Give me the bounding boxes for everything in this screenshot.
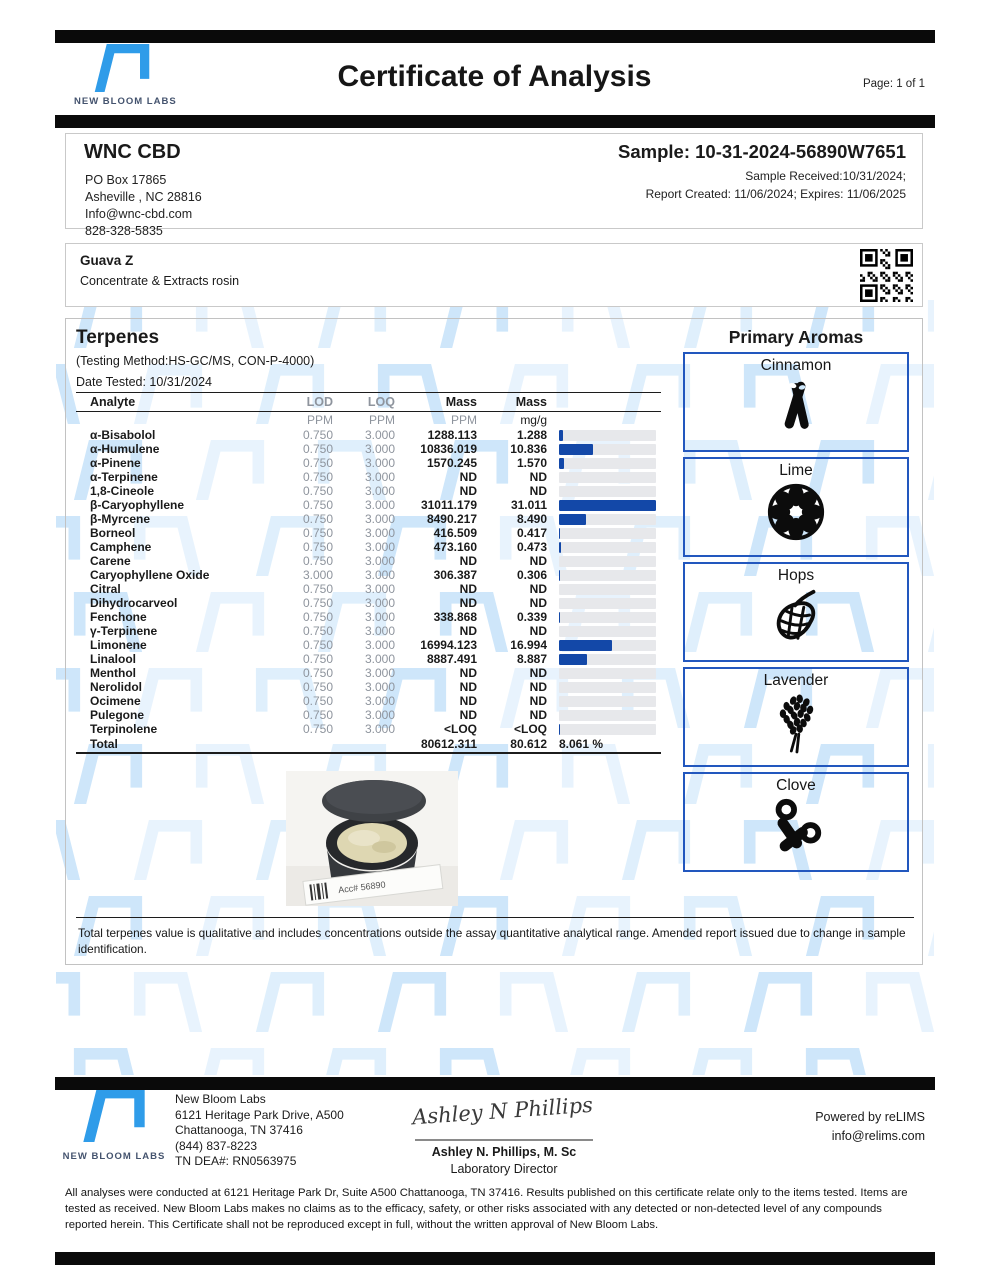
watermark-logo-tile [364, 972, 460, 1032]
divider-bar-bottom [55, 1252, 935, 1265]
total-mass-ppm: 80612.311 [420, 737, 477, 751]
analyte-name: Ocimene [90, 694, 141, 708]
terpene-bar-fill [559, 458, 564, 469]
mass-mgg-value: ND [529, 694, 547, 708]
lod-value: 0.750 [302, 722, 333, 736]
watermark-logo-tile [242, 972, 338, 1032]
terpene-bar-track [559, 668, 656, 679]
col-lod: LOD [306, 395, 333, 409]
table-row [76, 610, 661, 624]
terpene-bar-track [559, 472, 656, 483]
analyte-name: γ-Terpinene [90, 624, 158, 638]
mass-mgg-value: 10.836 [510, 442, 547, 456]
mass-mgg-value: ND [529, 470, 547, 484]
terpene-bar-fill [559, 724, 560, 735]
terpene-bar-track [559, 696, 656, 707]
table-row [76, 526, 661, 540]
loq-value: 3.000 [364, 596, 395, 610]
watermark-logo-tile [670, 1048, 766, 1075]
terpene-bar-track [559, 682, 656, 693]
hops-icon [765, 586, 827, 648]
terpene-bar-track [559, 710, 656, 721]
lod-value: 0.750 [302, 484, 333, 498]
text-line: Info@wnc-cbd.com [85, 207, 193, 221]
lod-value: 0.750 [302, 624, 333, 638]
terpene-bar-track [559, 654, 656, 665]
mass-mgg-value: <LOQ [513, 722, 547, 736]
mass-ppm-value: ND [459, 554, 477, 568]
mass-ppm-value: ND [459, 708, 477, 722]
loq-value: 3.000 [364, 498, 395, 512]
mass-mgg-value: 1.288 [516, 428, 547, 442]
lod-value: 0.750 [302, 666, 333, 680]
product-box [65, 243, 923, 307]
terpene-bar-fill [559, 444, 593, 455]
mass-ppm-value: <LOQ [443, 722, 477, 736]
mass-mgg-value: 0.417 [516, 526, 547, 540]
loq-value: 3.000 [364, 526, 395, 540]
terpene-bar-fill [559, 570, 560, 581]
terpene-bar-track [559, 444, 656, 455]
aroma-box-lavender [683, 667, 909, 767]
mass-mgg-value: 31.011 [510, 498, 547, 512]
table-row [76, 442, 661, 456]
mass-ppm-value: ND [459, 596, 477, 610]
lime-icon [765, 481, 827, 543]
footer-brand-wordmark: NEW BLOOM LABS [62, 1151, 166, 1162]
mass-mgg-value: ND [529, 680, 547, 694]
mass-ppm-value: 16994.123 [420, 638, 477, 652]
qr-code [860, 249, 913, 302]
table-row [76, 498, 661, 512]
loq-value: 3.000 [364, 638, 395, 652]
analyte-name: β-Myrcene [90, 512, 151, 526]
total-percent: 8.061 % [559, 737, 604, 751]
loq-value: 3.000 [364, 624, 395, 638]
terpene-bar-fill [559, 514, 586, 525]
table-row [76, 470, 661, 484]
sample-id: Sample: 10-31-2024-56890W7651 [618, 141, 906, 162]
lod-value: 0.750 [302, 554, 333, 568]
table-row [76, 540, 661, 554]
mass-ppm-value: 31011.179 [420, 498, 477, 512]
table-row [76, 568, 661, 582]
terpene-bar-fill [559, 654, 587, 665]
table-row [76, 666, 661, 680]
primary-aromas-list [683, 352, 909, 877]
signatory-title: Laboratory Director [450, 1162, 558, 1176]
new-bloom-labs-logo-icon [78, 1088, 150, 1142]
analyte-name: α-Terpinene [90, 470, 158, 484]
analyte-name: Caryophyllene Oxide [90, 568, 210, 582]
page-number: Page: 1 of 1 [862, 78, 925, 90]
watermark-logo-tile [792, 1048, 888, 1075]
product-photo [286, 771, 458, 906]
client-sample-box [65, 133, 923, 238]
table-row [76, 652, 661, 666]
analyte-name: Pulegone [90, 708, 145, 722]
terpene-bar-track [559, 514, 656, 525]
mass-ppm-value: 306.387 [433, 568, 477, 582]
terpene-bar-track [559, 528, 656, 539]
watermark-logo-tile [486, 972, 582, 1032]
table-row [76, 582, 661, 596]
mass-ppm-value: 338.868 [433, 610, 477, 624]
col-mass-mgg: Mass [515, 395, 547, 409]
lod-value: 0.750 [302, 428, 333, 442]
analyte-name: α-Humulene [90, 442, 160, 456]
text-line: Chattanooga, TN 37416 [175, 1123, 303, 1137]
terpene-bar-track [559, 486, 656, 497]
watermark-logo-tile [304, 1048, 400, 1075]
text-line: 6121 Heritage Park Drive, A500 [175, 1107, 344, 1122]
terpene-bar-fill [559, 500, 656, 511]
terpene-bar-fill [559, 640, 612, 651]
mass-ppm-value: 1570.245 [426, 456, 477, 470]
table-row [76, 624, 661, 638]
terpene-bar-fill [559, 430, 563, 441]
divider-bar-footer [55, 1077, 935, 1090]
client-address [85, 172, 202, 240]
table-row [76, 680, 661, 694]
watermark-logo-tile [608, 972, 704, 1032]
loq-value: 3.000 [364, 554, 395, 568]
col-loq: LOQ [367, 395, 395, 409]
terpene-bar-track [559, 612, 656, 623]
signature-text: Ashley N Phillips [411, 1092, 594, 1130]
watermark-logo-tile [852, 972, 934, 1032]
loq-value: 3.000 [364, 694, 395, 708]
mass-mgg-value: 16.994 [510, 638, 547, 652]
lod-value: 0.750 [302, 652, 333, 666]
mass-mgg-value: ND [529, 484, 547, 498]
aroma-label: Lime [779, 462, 813, 479]
mass-mgg-value: ND [529, 708, 547, 722]
table-row [76, 484, 661, 498]
analyte-name: α-Bisabolol [90, 428, 156, 442]
terpene-bar-track [559, 598, 656, 609]
loq-value: 3.000 [364, 722, 395, 736]
loq-value: 3.000 [364, 708, 395, 722]
col-analyte: Analyte [90, 395, 136, 409]
terpene-bar-track [559, 556, 656, 567]
loq-value: 3.000 [364, 568, 395, 582]
watermark-logo-tile [56, 972, 94, 1032]
terpenes-table [76, 392, 661, 754]
total-mass-mgg: 80.612 [510, 737, 547, 751]
lod-value: 0.750 [302, 694, 333, 708]
mass-mgg-value: 8.887 [516, 652, 547, 666]
terpene-bar-track [559, 640, 656, 651]
relims-email: info@relims.com [831, 1129, 925, 1143]
mass-ppm-value: ND [459, 624, 477, 638]
unit-loq: PPM [368, 413, 395, 427]
watermark-logo-tile [182, 1048, 278, 1075]
terpenes-heading: Terpenes [76, 327, 160, 348]
loq-value: 3.000 [364, 680, 395, 694]
table-bottom-rule [76, 752, 661, 754]
aroma-label: Clove [776, 777, 816, 794]
unit-mass-ppm: PPM [450, 413, 477, 427]
lavender-icon [768, 691, 824, 755]
analyte-name: Fenchone [90, 610, 147, 624]
signature-block [404, 1086, 604, 1176]
cinnamon-icon [768, 376, 824, 438]
loq-value: 3.000 [364, 540, 395, 554]
watermark-logo-tile [914, 1048, 934, 1075]
aroma-box-clove [683, 772, 909, 872]
aroma-box-hops [683, 562, 909, 662]
table-row [76, 554, 661, 568]
mass-mgg-value: 0.306 [516, 568, 547, 582]
loq-value: 3.000 [364, 470, 395, 484]
text-line: 828-328-5835 [85, 224, 163, 238]
terpene-bar-track [559, 570, 656, 581]
table-total-row [76, 736, 661, 752]
mass-mgg-value: ND [529, 554, 547, 568]
analyte-name: Camphene [90, 540, 152, 554]
table-row [76, 512, 661, 526]
signatory-name: Ashley N. Phillips, M. Sc [431, 1145, 577, 1159]
signature-script [404, 1086, 604, 1134]
text-line: New Bloom Labs [175, 1092, 266, 1106]
clove-icon [765, 796, 827, 858]
mass-ppm-value: ND [459, 666, 477, 680]
brand-wordmark: NEW BLOOM LABS [74, 96, 177, 107]
unit-lod: PPM [306, 413, 333, 427]
page-title: Certificate of Analysis [337, 60, 652, 93]
analyte-name: Borneol [90, 526, 136, 540]
table-row [76, 708, 661, 722]
mass-mgg-value: 0.339 [516, 610, 547, 624]
product-type: Concentrate & Extracts rosin [80, 274, 240, 288]
lod-value: 0.750 [302, 596, 333, 610]
mass-ppm-value: ND [459, 680, 477, 694]
footer-lab-logo [62, 1088, 166, 1162]
analyte-name: 1,8-Cineole [90, 484, 155, 498]
terpene-bar-track [559, 584, 656, 595]
mass-ppm-value: ND [459, 694, 477, 708]
lod-value: 0.750 [302, 582, 333, 596]
terpene-bar-fill [559, 542, 561, 553]
table-row [76, 694, 661, 708]
loq-value: 3.000 [364, 456, 395, 470]
lod-value: 0.750 [302, 638, 333, 652]
terpene-bar-track [559, 430, 656, 441]
analyte-name: Dihydrocarveol [90, 596, 178, 610]
lod-value: 0.750 [302, 442, 333, 456]
text-line: Asheville , NC 28816 [85, 190, 202, 204]
text-line: (844) 837-8223 [175, 1138, 258, 1153]
product-name: Guava Z [80, 253, 134, 268]
mass-ppm-value: 8887.491 [426, 652, 477, 666]
terpene-bar-track [559, 542, 656, 553]
text-line: TN DEA#: RN0563975 [175, 1154, 297, 1168]
aroma-box-cinnamon [683, 352, 909, 452]
terpene-bar-track [559, 500, 656, 511]
terpene-bar-fill [559, 528, 560, 539]
mass-ppm-value: 473.160 [433, 540, 477, 554]
text-line: PO Box 17865 [85, 173, 167, 187]
lod-value: 0.750 [302, 456, 333, 470]
photo-label: Acc# 56890 [337, 879, 387, 896]
lod-value: 0.750 [302, 512, 333, 526]
note-divider [76, 917, 914, 918]
primary-aromas-heading: Primary Aromas [728, 327, 864, 347]
loq-value: 3.000 [364, 442, 395, 456]
analyte-name: β-Caryophyllene [90, 498, 185, 512]
lod-value: 0.750 [302, 470, 333, 484]
terpene-bar-track [559, 724, 656, 735]
mass-mgg-value: ND [529, 624, 547, 638]
lod-value: 0.750 [302, 498, 333, 512]
aroma-box-lime [683, 457, 909, 557]
table-row [76, 638, 661, 652]
mass-ppm-value: 8490.217 [426, 512, 477, 526]
analyte-name: Linalool [90, 652, 136, 666]
terpene-bar-track [559, 626, 656, 637]
lod-value: 0.750 [302, 680, 333, 694]
sample-info [618, 141, 906, 203]
lod-value: 0.750 [302, 708, 333, 722]
loq-value: 3.000 [364, 652, 395, 666]
analyte-name: Limonene [90, 638, 147, 652]
loq-value: 3.000 [364, 428, 395, 442]
loq-value: 3.000 [364, 610, 395, 624]
lab-contact-info [175, 1092, 344, 1170]
table-row [76, 428, 661, 442]
table-units-row [76, 412, 661, 428]
table-row [76, 456, 661, 470]
lod-value: 3.000 [302, 568, 333, 582]
powered-by-label: Powered by reLIMS [815, 1110, 925, 1124]
loq-value: 3.000 [364, 582, 395, 596]
watermark-logo-tile [730, 972, 826, 1032]
lod-value: 0.750 [302, 610, 333, 624]
mass-ppm-value: 416.509 [433, 526, 477, 540]
table-row [76, 722, 661, 736]
lod-value: 0.750 [302, 526, 333, 540]
analyte-name: Terpinolene [90, 722, 158, 736]
analyte-name: Citral [90, 582, 121, 596]
analyte-name: Menthol [90, 666, 136, 680]
divider-bar-header [55, 115, 935, 128]
mass-mgg-value: 8.490 [516, 512, 547, 526]
mass-ppm-value: 1288.113 [427, 428, 477, 442]
powered-by-block [815, 1108, 925, 1146]
loq-value: 3.000 [364, 666, 395, 680]
mass-mgg-value: 1.570 [516, 456, 547, 470]
terpene-bar-fill [559, 612, 560, 623]
watermark-logo-tile [426, 1048, 522, 1075]
loq-value: 3.000 [364, 512, 395, 526]
table-header-row [76, 393, 661, 411]
divider-bar-top [55, 30, 935, 43]
qualitative-note: Total terpenes value is qualitative and includes concentrations outside the assay quantitative analytical range. Amended report issued due to change in sample identification. [78, 926, 906, 956]
mass-ppm-value: ND [459, 484, 477, 498]
loq-value: 3.000 [364, 484, 395, 498]
watermark-logo-tile [60, 1048, 156, 1075]
mass-mgg-value: 0.473 [516, 540, 547, 554]
mass-mgg-value: ND [529, 596, 547, 610]
analyte-name: Carene [90, 554, 131, 568]
total-label: Total [90, 737, 118, 751]
date-tested: Date Tested: 10/31/2024 [76, 375, 212, 389]
mass-ppm-value: ND [459, 470, 477, 484]
mass-mgg-value: ND [529, 582, 547, 596]
aroma-label: Lavender [763, 672, 829, 689]
unit-mass-mgg: mg/g [520, 413, 547, 427]
aroma-label: Hops [777, 567, 815, 584]
mass-ppm-value: 10836.019 [420, 442, 477, 456]
analyte-name: α-Pinene [90, 456, 141, 470]
terpenes-section [65, 318, 923, 965]
signature-line [415, 1139, 593, 1141]
col-mass-ppm: Mass [445, 395, 477, 409]
sample-received: Sample Received:10/31/2024; [745, 169, 906, 183]
aroma-label: Cinnamon [760, 357, 832, 374]
report-dates: Report Created: 11/06/2024; Expires: 11/06/2025 [645, 187, 906, 201]
mass-ppm-value: ND [459, 582, 477, 596]
client-name: WNC CBD [84, 141, 181, 163]
watermark-logo-tile [548, 1048, 644, 1075]
testing-method: (Testing Method:HS-GC/MS, CON-P-4000) [76, 354, 315, 368]
mass-mgg-value: ND [529, 666, 547, 680]
table-row [76, 596, 661, 610]
disclaimer-text: All analyses were conducted at 6121 Heritage Park Dr, Suite A500 Chattanooga, TN 37416. Results published on this certificate relate only to the items tested. Items are tested as received. New Bloom Labs makes no claims as to the efficacy, safety, or other risks associated with any detected or non-detected level of any compounds reported herein. This Certificate shall not be reproduced except in full, without the written approval of New Bloom Labs. [65, 1187, 908, 1231]
watermark-logo-tile [120, 972, 216, 1032]
analyte-name: Nerolidol [90, 680, 143, 694]
terpene-bar-track [559, 458, 656, 469]
lod-value: 0.750 [302, 540, 333, 554]
